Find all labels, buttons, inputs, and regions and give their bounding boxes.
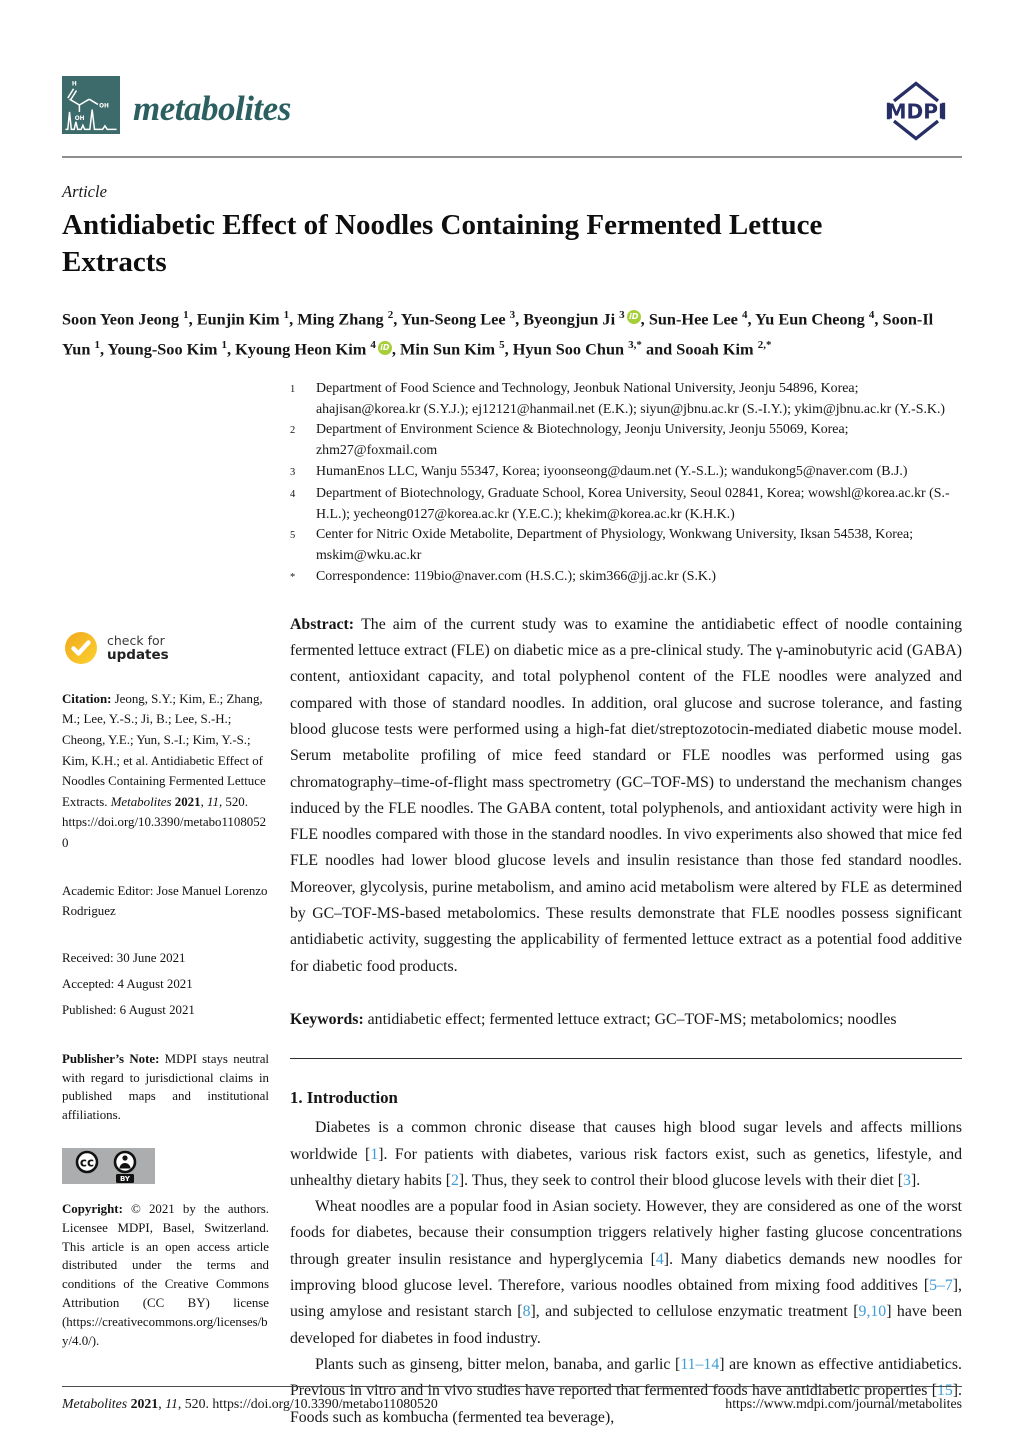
footer-citation: Metabolites 2021, 11, 520. https://doi.org/10.3390/metabo11080520 <box>62 1396 438 1411</box>
abstract: Abstract: The aim of the current study was to examine the antidiabetic effect of noodle containing fermented lettuce extract (FLE) on diabetic mice as a pre-clinical study. The γ-aminobutyric acid (GABA) content, antioxidant capacity, and total polyphenol content of the FLE noodles were analyzed and compared with those of standard noodles. In addition, oral glucose and sucrose tolerance, and fasting blood glucose tests were performed using a high-fat diet/streptozotocin-mediated diabetic mouse model. Serum metabolite profiling of mice feed standard or FLE noodles was performed using gas chromatography–time-of-flight mass spectrometry (GC–TOF-MS) to understand the mechanism changes induced by the FLE noodles. The GABA content, total polyphenols, and antioxidant activity were high in FLE noodles compared with those in the standard noodles. In vivo experiments also showed that mice fed FLE noodles had lower blood glucose levels and insulin resistance than those fed standard noodles. Moreover, glycolysis, purine metabolism, and amino acid metabolism were altered by FLE as determined by GC–TOF-MS-based metabolomics. These results demonstrate that FLE noodles possess significant antidiabetic activity, suggesting the applicability of fermented lettuce extract as a potential food additive for diabetic food products. <box>290 615 962 975</box>
citation-ref-link[interactable]: 15 <box>936 1382 953 1400</box>
affiliation-text: Department of Environment Science & Biotechnology, Jeonju University, Jeonju 55069, Korea; zhm27@foxmail.com <box>316 422 849 459</box>
intro-paragraph: Plants such as ginseng, bitter melon, banaba, and garlic [11–14] are known as effective antidiabetics. Previous in vitro and in vivo studies have reported that fermented foods have antidiabetic properties [15]. Foods such as kombucha (fermented tea beverage), <box>290 1355 962 1426</box>
citation-ref-link[interactable]: 4 <box>655 1250 664 1268</box>
check-icon <box>64 631 98 665</box>
history-dates <box>62 945 269 1023</box>
citation-ref-link[interactable]: 1 <box>370 1145 379 1163</box>
correspondence-row <box>290 567 962 589</box>
affiliation-row <box>290 379 962 421</box>
keywords: Keywords: antidiabetic effect; fermented lettuce extract; GC–TOF-MS; metabolomics; noodles <box>290 1010 897 1028</box>
left-sidebar <box>62 379 269 1351</box>
introduction-section <box>290 1088 962 1431</box>
affiliation-row <box>290 420 962 462</box>
url-link[interactable]: https://doi.org/10.3390/metabo11080520 <box>62 815 267 850</box>
check-for-updates-badge[interactable] <box>64 631 194 665</box>
affiliation-number: 5 <box>290 530 296 542</box>
article-type-label: Article <box>62 182 107 201</box>
correspondence-text: Correspondence: 119bio@naver.com (H.S.C.); skim366@jj.ac.kr (S.K.) <box>316 569 717 585</box>
citation-block: Citation: Jeong, S.Y.; Kim, E.; Zhang, M.; Lee, Y.-S.; Ji, B.; Lee, S.-H.; Cheong, Y.E.; Yun, S.-I.; Kim, Y.-S.; Kim, K.H.; et al. Antidiabetic Effect of Noodles Containing Fermented Lettuce Extracts. Metabolites 2021, 11, 520. https://doi.org/10.3390/metabo11080520 <box>62 691 267 850</box>
svg-text:H: H <box>71 81 77 88</box>
affiliation-row <box>290 484 962 526</box>
affiliation-number: 4 <box>290 488 296 500</box>
journal-url-link[interactable]: https://www.mdpi.com/journal/metabolites <box>725 1396 962 1411</box>
mdpi-logo-icon <box>870 78 962 144</box>
crossmark-label: check for updates <box>107 632 169 663</box>
affiliation-text: Center for Nitric Oxide Metabolite, Department of Physiology, Wonkwang University, Iksan 54538, Korea; mskim@wku.ac.kr <box>316 527 914 564</box>
footer-rule <box>62 1386 962 1387</box>
copyright-statement: Copyright: © 2021 by the authors. Licensee MDPI, Basel, Switzerland. This article is an open access article distributed under the terms and conditions of the Creative Commons Attribution (CC BY) license (https://creativecommons.org/licenses/by/4.0/). <box>62 1201 269 1348</box>
url-link[interactable]: https://creativecommons.org/licenses/by/4.0/ <box>62 1314 268 1348</box>
page-footer <box>62 1386 962 1412</box>
citation-ref-link[interactable]: 2 <box>451 1171 459 1189</box>
correspondence-asterisk: * <box>290 572 296 584</box>
published-date: Published: 6 August 2021 <box>62 1002 195 1017</box>
main-column <box>290 379 962 1431</box>
affiliation-number: 3 <box>290 467 296 479</box>
publishers-note: Publisher’s Note: MDPI stays neutral with regard to jurisdictional claims in published maps and institutional affiliations. <box>62 1051 270 1123</box>
author-list: Soon Yeon Jeong $^1$, Eunjin Kim $^1$, Ming Zhang $^2$, Yun-Seong Lee $^3$, Byeongjun Ji $^3$ iD , Sun-Hee Lee $^4$, Yu Eun Cheong $^4$, Soon-Il Yun $^1$, Young-Soo Kim $^1$, Kyoung Heon Kim $^4$ iD , Min Sun Kim $^5$, Hyun Soo Chun $^{3,*}$ and Sooah Kim $^{2,*}$ <box>62 309 934 359</box>
citation-ref-link[interactable]: 8 <box>522 1303 531 1321</box>
journal-header <box>0 0 1020 144</box>
introduction-heading: 1. Introduction <box>290 1088 398 1108</box>
citation-ref-link[interactable]: 3 <box>903 1171 911 1189</box>
cc-by-license-icon[interactable] <box>62 1148 155 1184</box>
accepted-date: Accepted: 4 August 2021 <box>62 976 193 991</box>
svg-text:OH: OH <box>99 103 109 110</box>
affiliation-row <box>290 462 962 484</box>
metabolites-logo-icon <box>62 76 120 134</box>
affiliation-text: HumanEnos LLC, Wanju 55347, Korea; iyoonseong@daum.net (Y.-S.L.); wandukong5@naver.com (B.J.) <box>316 464 908 480</box>
svg-text:BY: BY <box>119 1174 131 1183</box>
received-date: Received: 30 June 2021 <box>62 950 186 965</box>
url-link[interactable]: https://doi.org/10.3390/metabo11080520 <box>212 1396 438 1411</box>
intro-paragraph: Wheat noodles are a popular food in Asian society. However, they are considered as one of the worst foods for diabetes, because their consumption triggers relatively higher fasting glucose concentrations through greater insulin resistance and hyperglycemia [4]. Many diabetics demands new noodles for improving blood glucose level. Therefore, various noodles obtained from mixing food additives [5–7], using amylose and resistant starch [8], and subjected to cellulose enzymatic treatment [9,10] have been developed for diabetes in food industry. <box>290 1198 963 1347</box>
citation-ref-link[interactable]: 9,10 <box>858 1303 887 1321</box>
page-title: Antidiabetic Effect of Noodles Containing Fermented Lettuce Extracts <box>62 209 823 278</box>
svg-text:OH: OH <box>74 116 85 123</box>
orcid-icon[interactable]: iD <box>378 341 392 355</box>
journal-name: metabolites <box>133 89 291 128</box>
header-rule <box>62 156 962 158</box>
mdpi-logo-text: MDPI <box>886 99 946 124</box>
affiliation-number: 2 <box>290 425 296 437</box>
section-divider <box>290 1058 962 1059</box>
affiliation-row <box>290 525 962 567</box>
orcid-icon[interactable]: iD <box>627 310 641 324</box>
academic-editor: Academic Editor: Jose Manuel Lorenzo Rodriguez <box>62 883 268 919</box>
intro-paragraph: Diabetes is a common chronic disease that causes high blood sugar levels and affects millions worldwide [1]. For patients with diabetes, various risk factors exist, such as genetics, lifestyle, and unhealthy dietary habits [2]. Thus, they seek to control their blood glucose levels with their diet [3]. <box>290 1119 962 1189</box>
svg-text:cc: cc <box>79 1155 95 1170</box>
affiliation-text: Department of Biotechnology, Graduate School, Korea University, Seoul 02841, Korea; wowshl@korea.ac.kr (S.-H.L.); yecheong0127@korea.ac.kr (Y.E.C.); khekim@korea.ac.kr (K.H.K.) <box>316 485 950 522</box>
affiliation-number: 1 <box>290 383 296 395</box>
affiliation-text: Department of Food Science and Technology, Jeonbuk National University, Jeonju 54896, Korea; ahajisan@korea.kr (S.Y.J.); ej12121@hanmail.net (E.K.); siyun@jbnu.ac.kr (S.-I.Y.); ykim@jbnu.ac.kr (Y.-S.K.) <box>316 380 946 417</box>
citation-ref-link[interactable]: 5–7 <box>929 1277 953 1295</box>
citation-ref-link[interactable]: 11–14 <box>680 1355 720 1373</box>
affiliation-list <box>290 379 962 589</box>
